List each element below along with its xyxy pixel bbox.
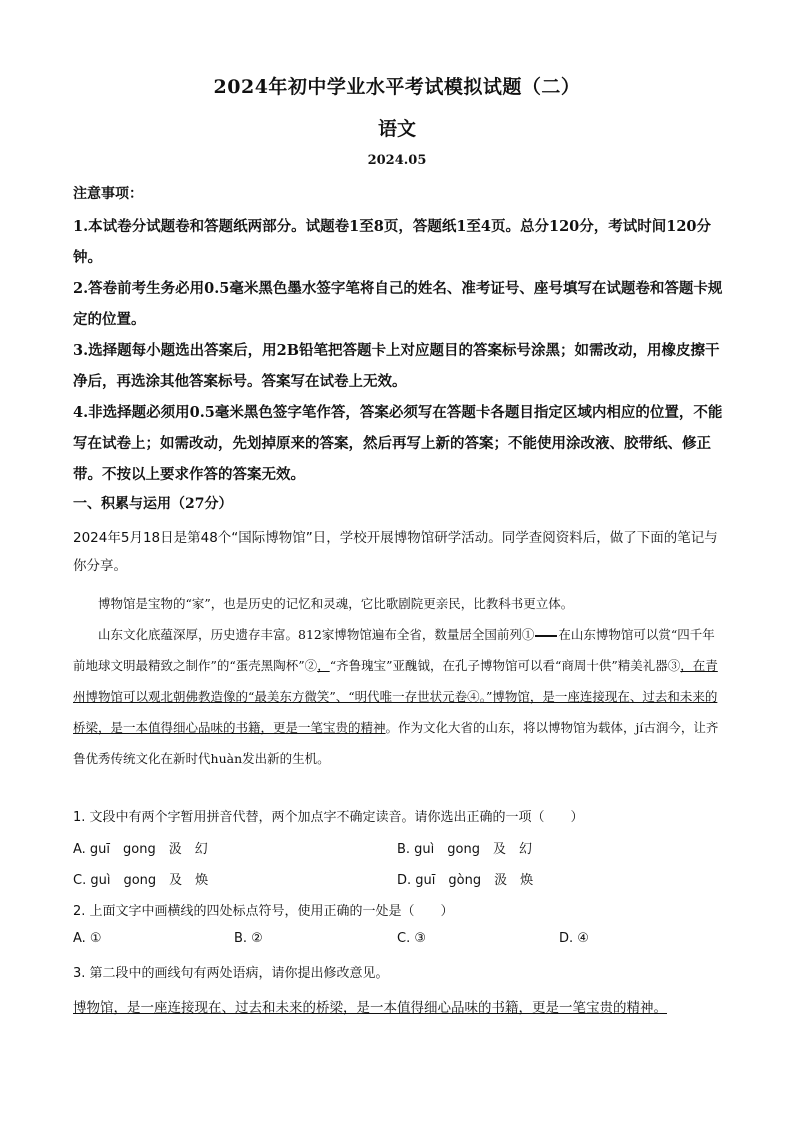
passage-text: “齐鲁瑰宝”亚醜钺，在孔子博物馆可以看“商周十供”精美礼器③ — [329, 658, 681, 673]
exam-title: 2024年初中学业水平考试模拟试题（二） — [213, 76, 581, 98]
question-1-stem: 1. 文段中有两个字暂用拼音代替，两个加点字不确定读音。请你选出正确的一项（ ） — [73, 810, 584, 825]
option-d[interactable]: D. ④ — [559, 931, 589, 946]
option-b[interactable]: B. guì gong 及 幻 — [397, 842, 532, 857]
subject-title: 语文 — [377, 118, 416, 140]
intro-text: 2024年5月18日是第48个“国际博物馆”日，学校开展博物馆研学活动。同学查阅资料后，做了下面的笔记与你分享。 — [73, 530, 718, 574]
notice-item: 2.答卷前考生务必用0.5毫米黑色墨水签字笔将自己的姓名、准考证号、座号填写在试题卷和答题卡规定的位置。 — [73, 280, 723, 328]
question-2-stem: 2. 上面文字中画横线的四处标点符号，使用正确的一处是（ ） — [73, 904, 454, 919]
notice-item: 3.选择题每小题选出答案后，用2B铅笔把答题卡上对应题目的答案标号涂黑；如需改动，用橡皮擦干净后，再选涂其他答案标号。答案写在试卷上无效。 — [73, 342, 720, 390]
underlined-punctuation: 。” — [479, 689, 493, 704]
option-a[interactable]: A. ① — [73, 931, 102, 946]
notice-list — [73, 211, 723, 490]
dash-mark — [535, 635, 557, 637]
notice-item: 4.非选择题必须用0.5毫米黑色签字笔作答，答案必须写在答题卡各题目指定区域内相应的位置，不能写在试卷上；如需改动，先划掉原来的答案，然后再写上新的答案；不能使用涂改液、胶带纸、修正带。不按以上要求作答的答案无效。 — [73, 404, 723, 483]
passage-text: 发出新的生机。 — [242, 751, 330, 766]
section-intro — [73, 524, 723, 580]
option-b[interactable]: B. ② — [234, 931, 263, 946]
option-c[interactable]: C. ③ — [397, 931, 426, 946]
underlined-punctuation: ， — [317, 658, 330, 673]
passage-text: 。作为文化大省的山东，将以博物馆为载体， — [385, 720, 636, 735]
option-d[interactable]: D. guī gòng 汲 焕 — [397, 873, 534, 888]
option-a[interactable]: A. guī gong 汲 幻 — [73, 842, 208, 857]
passage-text: 古润今，让齐鲁优秀传统文化在新时代 — [73, 720, 719, 766]
underlined-punctuation: ，在青州博物馆可以观北朝佛教造像的“最美东方微笑”、“明代唯一存世状元卷④ — [73, 658, 718, 704]
question-3-sentence: 博物馆，是一座连接现在、过去和未来的桥梁，是一本值得细心品味的书籍，更是一笔宝贵的精神。 — [73, 1000, 667, 1016]
notice-item: 1.本试卷分试题卷和答题纸两部分。试题卷1至8页，答题纸1至4页。总分120分，考试时间120分钟。 — [73, 218, 712, 266]
section-heading: 一、积累与运用（27分） — [73, 496, 233, 512]
option-c[interactable]: C. guì gong 及 焕 — [73, 873, 209, 888]
pinyin-placeholder: huàn — [210, 751, 243, 766]
passage-paragraph-2 — [73, 619, 723, 774]
passage-text: 在山东博物馆可以赏“四千年前地球文明最精致之制作”的“蛋壳黑陶杯”② — [73, 627, 715, 673]
question-3-stem: 3. 第二段中的画线句有两处语病，请你提出修改意见。 — [73, 966, 389, 981]
pinyin-placeholder: jí — [635, 720, 644, 735]
passage-paragraph-1: 博物馆是宝物的“家”，也是历史的记忆和灵魂，它比歌剧院更亲民，比教科书更立体。 — [98, 596, 574, 611]
passage-text: 山东文化底蕴深厚，历史遗存丰富。812家博物馆遍布全省，数量居全国前列① — [98, 627, 535, 642]
underlined-sentence: 博物馆，是一座连接现在、过去和未来的桥梁，是一本值得细心品味的书籍，更是一笔宝贵的精神 — [73, 689, 718, 735]
exam-date: 2024.05 — [367, 153, 427, 168]
notice-heading: 注意事项： — [73, 186, 143, 202]
reading-passage — [73, 588, 723, 774]
